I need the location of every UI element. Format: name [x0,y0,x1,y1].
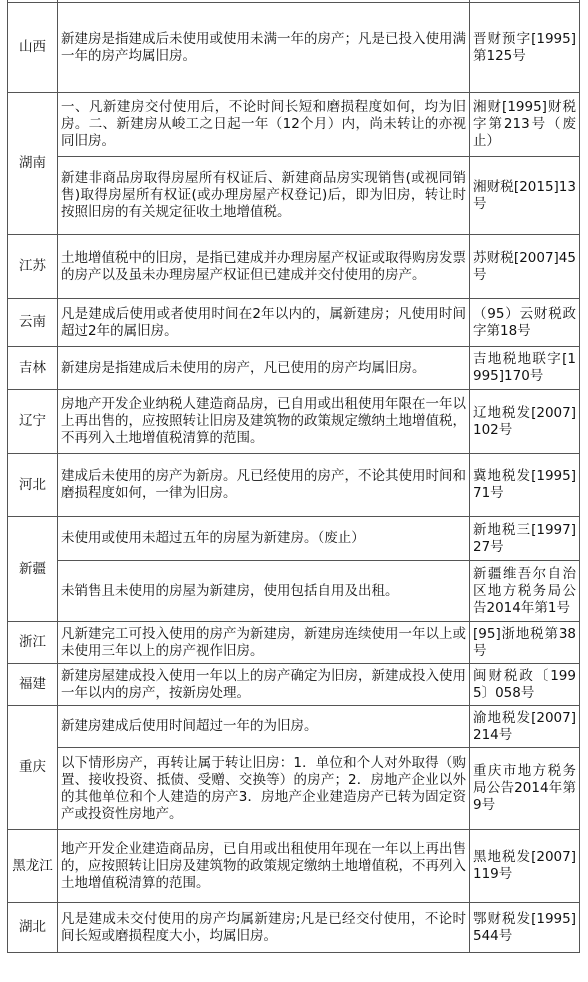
region-cell: 湖南 [8,93,58,235]
document-number-cell: 闽财税政〔1995〕058号 [470,664,580,706]
document-number-cell: 渝地税发[2007]214号 [470,706,580,748]
document-number-cell: 重庆市地方税务局公告2014年第9号 [470,748,580,830]
definition-cell: 一、凡新建房交付使用后，不论时间长短和磨损程度如何，均为旧房。二、新建房从峻工之日起一年（12个月）内，尚未转让的亦视同旧房。 [58,93,470,157]
definition-cell: 凡新建完工可投入使用的房产为新建房，新建房连续使用一年以上或未使用三年以上的房产视作旧房。 [58,622,470,664]
table-row [8,903,580,953]
definition-cell: 凡是建成后使用或者使用时间在2年以内的，属新建房；凡使用时间超过2年的属旧房。 [58,299,470,347]
region-cell: 江苏 [8,235,58,299]
old-house-definition-table [7,0,580,953]
table-row [8,664,580,706]
definition-cell: 凡是建成未交付使用的房产均属新建房;凡是已经交付使用，不论时间长短或磨损程度大小，均属旧房。 [58,903,470,953]
definition-cell: 新建非商品房取得房屋所有权证后、新建商品房实现销售(或视同销售)取得房屋所有权证(或办理房屋产权登记)后，即为旧房，转让时按照旧房的有关规定征收土地增值税。 [58,157,470,235]
document-number-cell: 黑地税发[2007]119号 [470,830,580,903]
definition-cell: 未销售且未使用的房屋为新建房，使用包括自用及出租。 [58,561,470,622]
document-number-cell: 晋财预字[1995]第125号 [470,3,580,93]
document-number-cell: 新地税三[1997]27号 [470,517,580,561]
definition-cell: 未使用或使用未超过五年的房屋为新建房。（废止） [58,517,470,561]
definition-cell: 新建房建成后使用时间超过一年的为旧房。 [58,706,470,748]
table-row [8,3,580,93]
document-number-cell: 鄂财税发[1995]544号 [470,903,580,953]
region-cell: 河北 [8,454,58,517]
region-cell: 黑龙江 [8,830,58,903]
region-cell: 云南 [8,299,58,347]
document-number-cell: 新疆维吾尔自治区地方税务局公告2014年第1号 [470,561,580,622]
document-number-cell: [95]浙地税第38号 [470,622,580,664]
table-row [8,347,580,390]
document-number-cell: 吉地税地联字[1995]170号 [470,347,580,390]
document-number-cell: 辽地税发[2007]102号 [470,390,580,454]
table-row [8,299,580,347]
table-row [8,390,580,454]
definition-cell: 以下情形房产，再转让属于转让旧房：1．单位和个人对外取得（购置、接收投资、抵债、受赠、交换等）的房产；2．房地产企业以外的其他单位和个人建造的房产3．房地产企业建造房产已转为固定资产或投资性房地产。 [58,748,470,830]
document-number-cell: 湘财[1995]财税字第213号（废止） [470,93,580,157]
region-cell: 湖北 [8,903,58,953]
region-cell: 辽宁 [8,390,58,454]
definition-cell: 土地增值税中的旧房，是指已建成并办理房屋产权证或取得购房发票的房产以及虽未办理房屋产权证但已建成并交付使用的房产。 [58,235,470,299]
document-number-cell: 苏财税[2007]45号 [470,235,580,299]
region-cell: 福建 [8,664,58,706]
definition-cell: 新建房屋建成投入使用一年以上的房产确定为旧房，新建成投入使用一年以内的房产，按新房处理。 [58,664,470,706]
region-cell: 新疆 [8,517,58,622]
definition-cell: 新建房是指建成后未使用或使用未满一年的房产；凡是已投入使用满一年的房产均属旧房。 [58,3,470,93]
document-number-cell: 冀地税发[1995]71号 [470,454,580,517]
table-row [8,235,580,299]
table-row [8,561,580,622]
table-row [8,517,580,561]
definition-cell: 建成后未使用的房产为新房。凡已经使用的房产，不论其使用时间和磨损程度如何，一律为旧房。 [58,454,470,517]
definition-cell: 房地产开发企业纳税人建造商品房，已自用或出租使用年限在一年以上再出售的，应按照转让旧房及建筑物的政策规定缴纳土地增值税，不再列入土地增值税清算的范围。 [58,390,470,454]
table-row [8,748,580,830]
document-number-cell: 湘财税[2015]13号 [470,157,580,235]
definition-cell: 新建房是指建成后未使用的房产，凡已使用的房产均属旧房。 [58,347,470,390]
table-row [8,706,580,748]
region-cell: 山西 [8,3,58,93]
table-row [8,622,580,664]
region-cell: 重庆 [8,706,58,830]
table-row [8,830,580,903]
table-row [8,157,580,235]
region-cell: 浙江 [8,622,58,664]
table-row [8,454,580,517]
region-cell: 吉林 [8,347,58,390]
document-number-cell: （95）云财税政字第18号 [470,299,580,347]
definition-cell: 地产开发企业建造商品房，已自用或出租使用年现在一年以上再出售的，应按照转让旧房及建筑物的政策规定缴纳土地增值税，不再列入土地增值税清算的范围。 [58,830,470,903]
table-row [8,93,580,157]
